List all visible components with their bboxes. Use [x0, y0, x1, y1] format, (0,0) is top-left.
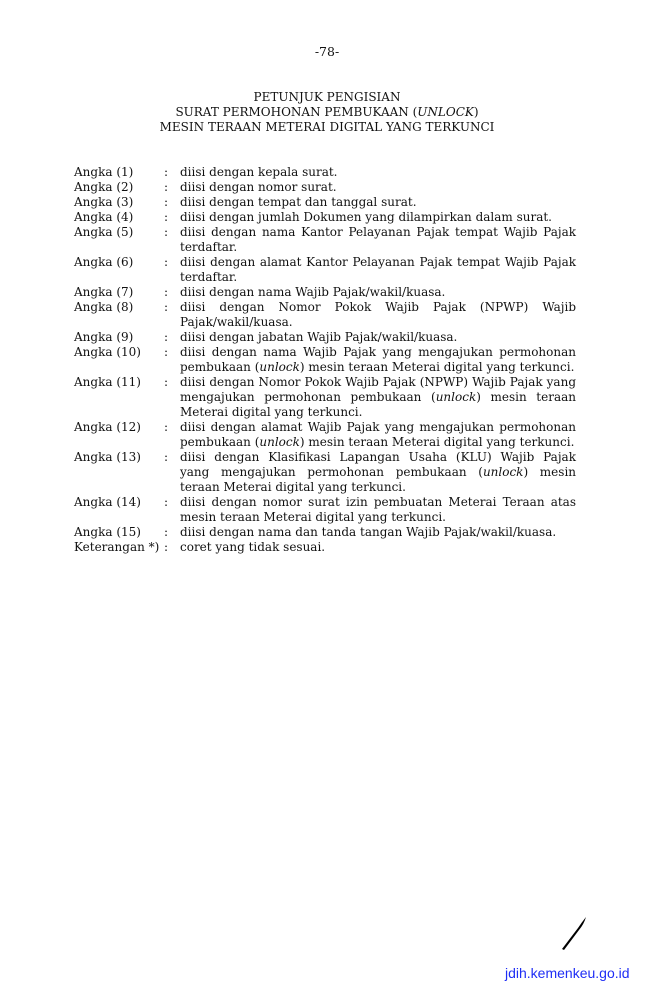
description-line — [180, 450, 576, 465]
item-description — [180, 330, 576, 345]
list-item — [74, 375, 584, 420]
list-item — [74, 180, 584, 195]
text-segment: diisi dengan alamat Wajib Pajak yang mengajukan permohonan — [180, 420, 576, 434]
description-line — [180, 195, 576, 210]
text-segment: diisi dengan nama Kantor Pelayanan Pajak tempat Wajib Pajak — [180, 225, 576, 239]
item-label: Angka (3) — [74, 195, 134, 209]
item-label: Angka (9) — [74, 330, 134, 344]
text-segment: pembukaan ( — [180, 435, 260, 449]
text-segment: coret yang tidak sesuai. — [180, 540, 326, 554]
description-line — [180, 240, 576, 255]
separator: : — [164, 375, 169, 389]
title-text: ) — [473, 105, 479, 119]
description-line — [180, 300, 576, 315]
list-item — [74, 165, 584, 180]
description-line — [180, 315, 576, 330]
title-line-3: MESIN TERAAN METERAI DIGITAL YANG TERKUNCI — [159, 120, 495, 134]
item-label: Angka (4) — [74, 210, 134, 224]
item-description — [180, 345, 576, 375]
separator: : — [164, 165, 169, 179]
list-item — [74, 420, 584, 450]
list-item — [74, 300, 584, 330]
description-line — [180, 420, 576, 435]
instruction-list — [74, 165, 584, 555]
item-label: Angka (7) — [74, 285, 134, 299]
list-item — [74, 345, 584, 375]
list-item — [74, 495, 584, 525]
list-item — [74, 540, 584, 555]
description-line — [180, 495, 576, 510]
item-label: Angka (15) — [74, 525, 141, 539]
text-segment: diisi dengan kepala surat. — [180, 165, 338, 179]
italic-term: unlock — [259, 360, 300, 374]
text-segment: diisi dengan jumlah Dokumen yang dilampirkan dalam surat. — [180, 210, 552, 224]
item-label: Angka (6) — [74, 255, 134, 269]
text-segment: mengajukan permohonan pembukaan ( — [180, 390, 436, 404]
signature-initial — [560, 912, 590, 956]
text-segment: diisi dengan nama Wajib Pajak/wakil/kuasa. — [180, 285, 446, 299]
text-segment: diisi dengan Klasifikasi Lapangan Usaha (KLU) Wajib Pajak — [180, 450, 576, 464]
list-item — [74, 285, 584, 300]
list-item — [74, 225, 584, 255]
title-text: SURAT PERMOHONAN PEMBUKAAN ( — [175, 105, 418, 119]
separator: : — [164, 285, 169, 299]
item-label: Angka (11) — [74, 375, 141, 389]
separator: : — [164, 300, 169, 314]
item-label: Angka (12) — [74, 420, 141, 434]
title-italic: UNLOCK — [417, 105, 474, 119]
text-segment: mesin teraan Meterai digital yang terkunci. — [180, 510, 446, 524]
item-description — [180, 225, 576, 255]
separator: : — [164, 225, 169, 239]
text-segment: diisi dengan tempat dan tanggal surat. — [180, 195, 417, 209]
item-description — [180, 300, 576, 330]
list-item — [74, 210, 584, 225]
text-segment: yang mengajukan permohonan pembukaan ( — [180, 465, 483, 479]
description-line — [180, 210, 576, 225]
separator: : — [164, 180, 169, 194]
italic-term: unlock — [482, 465, 524, 479]
title-line-1: PETUNJUK PENGISIAN — [253, 90, 401, 104]
item-description — [180, 180, 576, 195]
text-segment: ) mesin — [523, 465, 577, 479]
text-segment: diisi dengan nomor surat. — [180, 180, 337, 194]
item-label: Angka (14) — [74, 495, 141, 509]
separator: : — [164, 330, 169, 344]
description-line — [180, 525, 576, 540]
text-segment: ) mesin teraan — [476, 390, 577, 404]
description-line — [180, 255, 576, 270]
item-label: Angka (13) — [74, 450, 141, 464]
description-line — [180, 285, 576, 300]
text-segment: pembukaan ( — [180, 360, 260, 374]
description-line — [180, 405, 576, 420]
text-segment: diisi dengan nama dan tanda tangan Wajib Pajak/wakil/kuasa. — [180, 525, 557, 539]
description-line — [180, 360, 576, 375]
text-segment: ) mesin teraan Meterai digital yang terkunci. — [299, 360, 575, 374]
description-line — [180, 165, 576, 180]
description-line — [180, 225, 576, 240]
watermark-link[interactable]: jdih.kemenkeu.go.id — [505, 965, 630, 981]
separator: : — [164, 420, 169, 434]
item-description — [180, 210, 576, 225]
item-description — [180, 285, 576, 300]
description-line — [180, 510, 576, 525]
list-item — [74, 525, 584, 540]
item-label: Angka (10) — [74, 345, 141, 359]
list-item — [74, 450, 584, 495]
text-segment: Meterai digital yang terkunci. — [180, 405, 363, 419]
description-line — [180, 390, 576, 405]
item-label: Keterangan *) — [74, 540, 160, 554]
list-item — [74, 195, 584, 210]
item-description — [180, 195, 576, 210]
separator: : — [164, 345, 169, 359]
item-label: Angka (2) — [74, 180, 134, 194]
text-segment: Pajak/wakil/kuasa. — [180, 315, 293, 329]
item-description — [180, 420, 576, 450]
text-segment: diisi dengan nomor surat izin pembuatan Meterai Teraan atas — [180, 495, 576, 509]
text-segment: teraan Meterai digital yang terkunci. — [180, 480, 406, 494]
description-line — [180, 375, 576, 390]
separator: : — [164, 495, 169, 509]
item-description — [180, 540, 576, 555]
description-line — [180, 345, 576, 360]
separator: : — [164, 540, 169, 554]
separator: : — [164, 450, 169, 464]
separator: : — [164, 195, 169, 209]
item-description — [180, 450, 576, 495]
item-label: Angka (5) — [74, 225, 134, 239]
text-segment: diisi dengan alamat Kantor Pelayanan Pajak tempat Wajib Pajak — [180, 255, 576, 269]
description-line — [180, 330, 576, 345]
item-description — [180, 165, 576, 180]
page-number: -78- — [314, 44, 340, 59]
italic-term: unlock — [435, 390, 477, 404]
text-segment: terdaftar. — [180, 270, 238, 284]
document-title — [0, 90, 654, 135]
list-item — [74, 330, 584, 345]
separator: : — [164, 210, 169, 224]
text-segment: diisi dengan jabatan Wajib Pajak/wakil/kuasa. — [180, 330, 458, 344]
description-line — [180, 270, 576, 285]
description-line — [180, 435, 576, 450]
description-line — [180, 465, 576, 480]
description-line — [180, 540, 576, 555]
text-segment: diisi dengan Nomor Pokok Wajib Pajak (NPWP) Wajib Pajak yang — [180, 375, 576, 389]
text-segment: ) mesin teraan Meterai digital yang terkunci. — [299, 435, 575, 449]
item-description — [180, 255, 576, 285]
item-description — [180, 375, 576, 420]
item-description — [180, 495, 576, 525]
text-segment: terdaftar. — [180, 240, 238, 254]
item-description — [180, 525, 576, 540]
title-line-2 — [0, 105, 654, 120]
description-line — [180, 180, 576, 195]
list-item — [74, 255, 584, 285]
text-segment: diisi dengan nama Wajib Pajak yang mengajukan permohonan — [180, 345, 576, 359]
item-label: Angka (1) — [74, 165, 134, 179]
italic-term: unlock — [259, 435, 300, 449]
description-line — [180, 480, 576, 495]
text-segment: diisi dengan Nomor Pokok Wajib Pajak (NPWP) Wajib — [180, 300, 576, 314]
separator: : — [164, 255, 169, 269]
item-label: Angka (8) — [74, 300, 134, 314]
separator: : — [164, 525, 169, 539]
